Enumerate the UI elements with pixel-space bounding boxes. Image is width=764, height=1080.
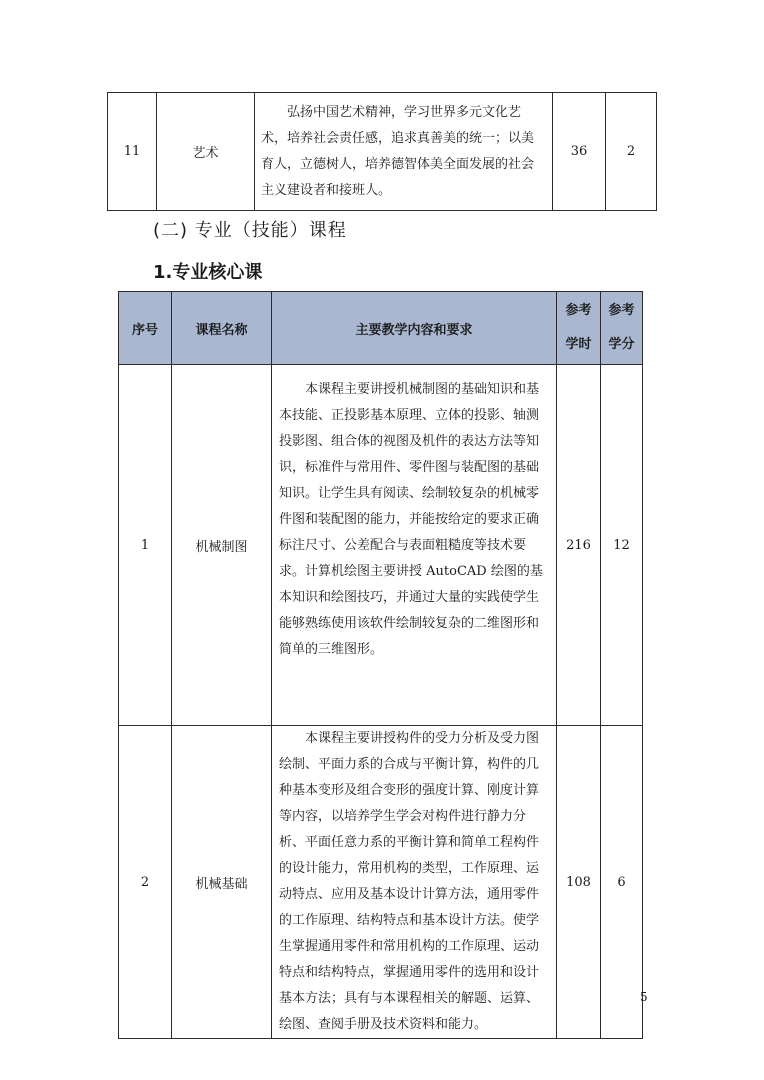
course-hours: 36 xyxy=(553,93,606,211)
table-row xyxy=(119,726,643,1039)
section-heading: (二) 专业（技能）课程 xyxy=(153,220,347,241)
course-credits: 2 xyxy=(606,93,657,211)
course-credits: 6 xyxy=(601,726,643,1039)
sub-heading: 1.专业核心课 xyxy=(153,262,263,283)
course-name: 机械基础 xyxy=(172,726,272,1039)
header-index: 序号 xyxy=(119,292,172,365)
row-index: 11 xyxy=(108,93,157,211)
course-content: 本课程主要讲授构件的受力分析及受力图绘制、平面力系的合成与平衡计算，构件的几种基本变形及组合变形的强度计算、刚度计算等内容，以培养学生学会对构件进行静力分析、平面任意力系的平衡计算和简单工程构件的设计能力，常用机构的类型，工作原理、运动特点、应用及基本设计计算方法，通用零件的工作原理、结构特点和基本设计方法。使学生掌握通用零件和常用机构的工作原理、运动特点和结构特点，掌握通用零件的选用和设计基本方法；具有与本课程相关的解题、运算、绘图、查阅手册及技术资料和能力。 xyxy=(272,726,557,1039)
course-name: 艺术 xyxy=(157,93,255,211)
course-name: 机械制图 xyxy=(172,365,272,726)
header-name: 课程名称 xyxy=(172,292,272,365)
header-hours: 参考 学时 xyxy=(557,292,601,365)
course-content: 本课程主要讲授机械制图的基础知识和基本技能、正投影基本原理、立体的投影、轴测投影图、组合体的视图及机件的表达方法等知识，标准件与常用件、零件图与装配图的基础知识。让学生具有阅读、绘制较复杂的机械零件图和装配图的能力，并能按给定的要求正确标注尺寸、公差配合与表面粗糙度等技术要求。计算机绘图主要讲授 AutoCAD 绘图的基本知识和绘图技巧，并通过大量的实践使学生能够熟练使用该软件绘制较复杂的二维图形和简单的三维图形。 xyxy=(272,365,557,726)
course-hours: 216 xyxy=(557,365,601,726)
row-index: 2 xyxy=(119,726,172,1039)
table-row xyxy=(119,365,643,726)
course-hours: 108 xyxy=(557,726,601,1039)
table-row xyxy=(108,93,657,211)
general-course-table xyxy=(107,92,657,211)
course-credits: 12 xyxy=(601,365,643,726)
header-credits: 参考 学分 xyxy=(601,292,643,365)
page-number: 5 xyxy=(640,990,648,1004)
header-content: 主要教学内容和要求 xyxy=(272,292,557,365)
core-course-table xyxy=(118,291,643,1039)
row-index: 1 xyxy=(119,365,172,726)
table-header-row xyxy=(119,292,643,365)
course-content: 弘扬中国艺术精神，学习世界多元文化艺术，培养社会责任感，追求真善美的统一；以美育人，立德树人，培养德智体美全面发展的社会主义建设者和接班人。 xyxy=(255,93,553,211)
